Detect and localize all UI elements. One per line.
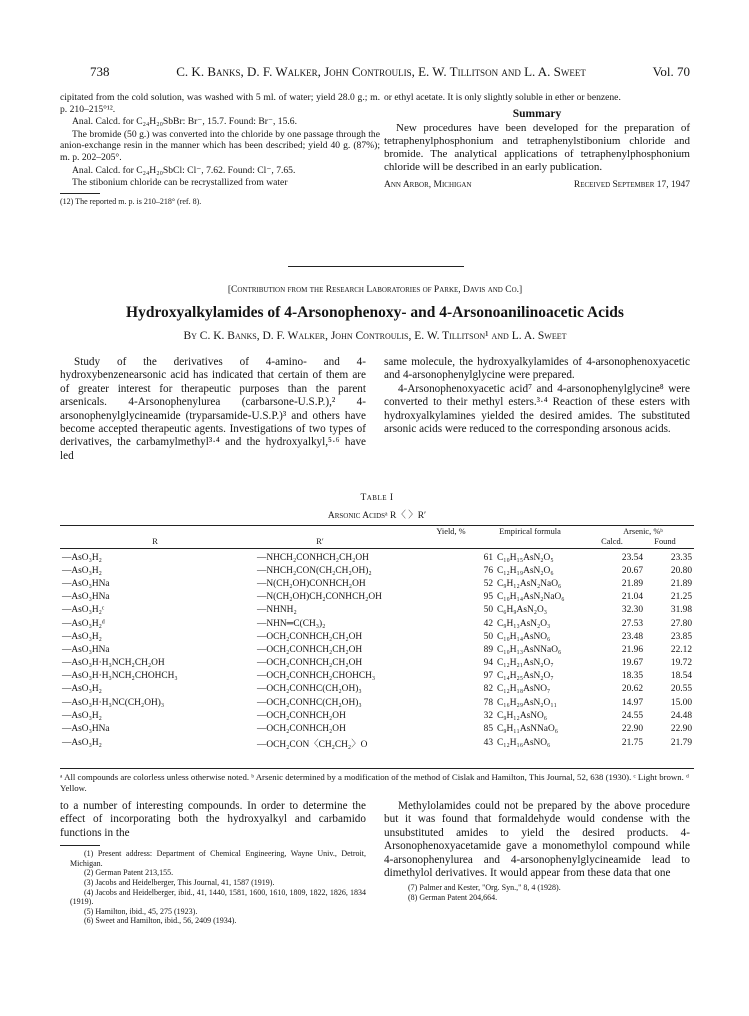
cell-r: —AsO₃H·H₃NCH₂CH₂OH <box>62 658 165 669</box>
contribution-line: [Contribution from the Research Laboratories of Parke, Davis and Co.] <box>227 285 523 295</box>
cell-found: 23.35 <box>670 552 692 563</box>
cell-found: 15.00 <box>670 697 692 708</box>
table-rule-top <box>60 525 694 526</box>
cell-formula: C₁₂H₁₈AsNO₇ <box>497 684 551 695</box>
cell-calcd: 22.90 <box>621 724 643 735</box>
received-date: Received September 17, 1947 <box>573 180 690 191</box>
prev-paragraph: The stibonium chloride can be recrystallized from water <box>72 177 288 189</box>
cell-found: 27.80 <box>670 618 692 629</box>
page-number: 738 <box>90 64 110 79</box>
body-left <box>60 800 366 926</box>
cell-formula: C₉H₁₃AsN₂O₃ <box>497 618 551 629</box>
table-row <box>60 696 694 709</box>
cell-yield: 52 <box>483 578 493 589</box>
cell-found: 21.25 <box>670 592 692 603</box>
table-row <box>60 670 694 683</box>
intro-paragraph: 4-Arsonophenoxyacetic acid⁷ and 4-arsonophenylglycine⁸ were converted to their methyl esters.³·⁴ Reaction of these esters with hydroxyalkylamines yielded the desired amides. The substituted arsonic acids were reduced to the corresponding arsonous acids. <box>384 382 690 436</box>
running-header <box>90 64 690 80</box>
table-row <box>60 657 694 670</box>
cell-r: —AsO₃H₂ <box>62 631 102 642</box>
cell-formula: C₉H₁₁AsNNaO₆ <box>497 724 558 735</box>
table-row <box>60 604 694 617</box>
cell-found: 20.55 <box>670 684 692 695</box>
byline: By C. K. Banks, D. F. Walker, John Controulis, E. W. Tillitson¹ and L. A. Sweet <box>183 330 567 342</box>
table-row <box>60 643 694 656</box>
cell-found: 20.80 <box>670 565 692 576</box>
cell-yield: 95 <box>483 592 493 603</box>
prev-anal: Anal. Calcd. for C₂₄H₂₀SbCl: Cl⁻, 7.62. Found: Cl⁻, 7.65. <box>72 164 296 176</box>
cell-calcd: 23.48 <box>621 631 643 642</box>
article-separator <box>288 266 464 267</box>
cell-yield: 76 <box>483 565 493 576</box>
cell-yield: 50 <box>483 631 493 642</box>
cell-rprime: —OCH₂CONHCH₂CHOHCH₃ <box>257 671 376 682</box>
col-header-found: Found <box>654 537 676 546</box>
cell-calcd: 21.04 <box>621 592 643 603</box>
cell-rprime: —NHCH₂CON(CH₂CH₂OH)₂ <box>257 565 372 576</box>
cell-r: —AsO₃H₂ <box>62 565 102 576</box>
cell-r: —AsO₃H₂ <box>62 737 102 748</box>
received-line <box>384 180 690 192</box>
cell-r: —AsO₃H₂ᶜ <box>62 605 105 616</box>
cell-calcd: 20.62 <box>621 684 643 695</box>
cell-yield: 94 <box>483 658 493 669</box>
footnote: (8) German Patent 204,664. <box>408 893 498 903</box>
footnote: (1) Present address: Department of Chemical Engineering, Wayne Univ., Detroit, Michigan. <box>70 849 366 868</box>
cell-formula: C₉H₁₂AsNO₆ <box>497 710 548 721</box>
cell-rprime: —OCH₂CONHCH₂OH <box>257 724 346 735</box>
footnote: (5) Hamilton, ibid., 45, 275 (1923). <box>84 906 198 916</box>
body-paragraph: to a number of interesting compounds. In order to determine the effect of incorporating both the hydroxyalkyl and carbamido functions in the <box>60 800 366 839</box>
table-rule-bottom <box>60 768 694 769</box>
cell-rprime: —OCH₂CONHCH₂CH₂OH <box>257 644 363 655</box>
prev-continuation: or ethyl acetate. It is only slightly soluble in ether or benzene. <box>384 92 621 103</box>
cell-formula: C₁₆H₂₉AsN₂O₁₁ <box>497 697 557 708</box>
cell-formula: C₁₂H₂₁AsN₂O₇ <box>497 658 554 669</box>
cell-yield: 78 <box>483 697 493 708</box>
cell-calcd: 23.54 <box>621 552 643 563</box>
cell-rprime: —NHCH₂CONHCH₂CH₂OH <box>257 552 369 563</box>
intro-right <box>384 356 690 436</box>
prev-article-right <box>384 92 690 192</box>
table-row <box>60 683 694 696</box>
footnotes-right <box>384 883 690 902</box>
cell-found: 24.48 <box>670 710 692 721</box>
cell-yield: 85 <box>483 724 493 735</box>
cell-calcd: 27.53 <box>621 618 643 629</box>
footnote-rule <box>60 193 100 194</box>
cell-formula: C₆H₉AsN₂O₃ <box>497 605 548 616</box>
cell-yield: 42 <box>483 618 493 629</box>
cell-yield: 97 <box>483 671 493 682</box>
table-row <box>60 551 694 564</box>
footnote: (6) Sweet and Hamilton, ibid., 56, 2409 (1934). <box>84 916 237 926</box>
cell-r: —AsO₃H·H₃NC(CH₂OH)₃ <box>62 697 165 708</box>
cell-r: —AsO₃H₂ <box>62 552 102 563</box>
cell-yield: 50 <box>483 605 493 616</box>
cell-rprime: —OCH₂CONHCH₂CH₂OH <box>257 631 363 642</box>
cell-yield: 89 <box>483 644 493 655</box>
summary-text: New procedures have been developed for the preparation of tetraphenylphosphonium and tetraphenylstibonium chloride and bromide. The analytical applications of tetraphenylphosphonium chloride will be described in an early publication. <box>384 122 690 174</box>
col-header-yield: Yield, % <box>436 527 466 536</box>
prev-paragraph: cipitated from the cold solution, was washed with 5 ml. of water; yield 28.0 g.; m. p. 210–215°¹². <box>60 92 380 115</box>
cell-r: —AsO₃H₂ <box>62 710 102 721</box>
table-row <box>60 564 694 577</box>
cell-r: —AsO₃HNa <box>62 578 110 589</box>
volume: Vol. 70 <box>652 64 690 79</box>
cell-formula: C₁₀H₁₄AsN₂NaO₆ <box>497 592 565 603</box>
table-row <box>60 722 694 735</box>
cell-found: 31.98 <box>670 605 692 616</box>
cell-calcd: 14.97 <box>621 697 643 708</box>
intro-left <box>60 356 366 463</box>
header-authors: C. K. Banks, D. F. Walker, John Controulis, E. W. Tillitson and L. A. Sweet <box>176 64 586 79</box>
cell-calcd: 20.67 <box>621 565 643 576</box>
cell-found: 18.54 <box>670 671 692 682</box>
cell-found: 21.79 <box>670 737 692 748</box>
prev-anal: Anal. Calcd. for C₂₄H₂₀SbBr: Br⁻, 15.7. Found: Br⁻, 15.6. <box>72 116 297 128</box>
cell-formula: C₁₂H₁₉AsN₂O₆ <box>497 565 554 576</box>
cell-rprime: —OCH₂CON〈CH₂CH₂〉O <box>257 739 368 750</box>
body-right <box>384 800 690 903</box>
table-title: Table I <box>360 493 394 503</box>
data-table <box>60 551 694 750</box>
cell-rprime: —N(CH₂OH)CH₂CONHCH₂OH <box>257 592 382 603</box>
table-row <box>60 630 694 643</box>
cell-yield: 32 <box>483 710 493 721</box>
col-header-rprime: R′ <box>316 537 324 546</box>
cell-rprime: —OCH₂CONHC(CH₂OH)₃ <box>257 684 362 695</box>
cell-formula: C₁₀H₁₅AsN₂O₅ <box>497 552 554 563</box>
place: Ann Arbor, Michigan <box>384 180 472 191</box>
cell-found: 22.12 <box>670 644 692 655</box>
footnote: (4) Jacobs and Heidelberger, ibid., 41, 1440, 1581, 1600, 1610, 1809, 1822, 1826, 1834 (1919). <box>70 887 366 907</box>
cell-calcd: 21.96 <box>621 644 643 655</box>
cell-r: —AsO₃HNa <box>62 724 110 735</box>
cell-found: 21.89 <box>670 578 692 589</box>
cell-calcd: 18.35 <box>621 671 643 682</box>
cell-r: —AsO₃H₂ᵈ <box>62 618 105 629</box>
cell-formula: C₁₄H₂₅AsN₂O₇ <box>497 671 554 682</box>
intro-paragraph: Study of the derivatives of 4-amino- and 4-hydroxybenzenearsonic acid has indicated that certain of them are of greater interest for therapeutic purposes than the parent arsenicals. 4-Arsonophenylurea (carbarsone-U.S.P.),² 4-arsonophenylglycineamide (tryparsamide-U.S.P.)³ and others have become accepted therapeutic agents. Investigations of two types of derivatives, the carbamylmethyl³·⁴ and the hydroxyalkyl,⁵·⁶ have led <box>60 356 366 462</box>
prev-article-left <box>60 92 380 207</box>
cell-r: —AsO₃H₂ <box>62 684 102 695</box>
cell-rprime: —N(CH₂OH)CONHCH₂OH <box>257 578 366 589</box>
col-header-arsenic: Arsenic, %ᵇ <box>623 527 663 536</box>
cell-rprime: —NHN═C(CH₃)₂ <box>257 618 326 629</box>
body-paragraph: Methylolamides could not be prepared by the above procedure but it was found that formaldehyde would condense with the unsubstituted amides to yield the desired products. 4-Arsonophenoxyacetamide gave a monomethylol compound while 4-arsonophenylurea and 4-arsonophenylglycineamide lead to dimethylol derivatives. It would appear from these data that one <box>384 800 690 880</box>
cell-rprime: —OCH₂CONHCH₂CH₂OH <box>257 658 363 669</box>
cell-calcd: 21.75 <box>621 737 643 748</box>
table-rule-head <box>60 548 694 549</box>
cell-calcd: 32.30 <box>621 605 643 616</box>
table-row <box>60 617 694 630</box>
cell-yield: 82 <box>483 684 493 695</box>
cell-rprime: —NHNH₂ <box>257 605 297 616</box>
table-row <box>60 736 694 750</box>
cell-r: —AsO₃HNa <box>62 592 110 603</box>
col-header-calcd: Calcd. <box>601 537 623 546</box>
table-row <box>60 577 694 590</box>
cell-found: 23.85 <box>670 631 692 642</box>
cell-yield: 61 <box>483 552 493 563</box>
cell-r: —AsO₃HNa <box>62 644 110 655</box>
footnotes-left <box>60 849 366 926</box>
footnote: (7) Palmer and Kester, "Org. Syn.," 8, 4 (1928). <box>408 883 561 893</box>
cell-formula: C₁₀H₁₃AsNNaO₆ <box>497 644 562 655</box>
col-header-formula: Empirical formula <box>499 527 561 536</box>
cell-calcd: 21.89 <box>621 578 643 589</box>
cell-formula: C₁₀H₁₄AsNO₆ <box>497 631 551 642</box>
footnote: (3) Jacobs and Heidelberger, This Journal, 41, 1587 (1919). <box>84 878 275 887</box>
cell-found: 22.90 <box>670 724 692 735</box>
table-row <box>60 709 694 722</box>
cell-formula: C₉H₁₂AsN₂NaO₆ <box>497 578 562 589</box>
intro-paragraph: same molecule, the hydroxyalkylamides of 4-arsonophenoxyacetic and 4-arsonophenylglycine were prepared. <box>384 356 690 382</box>
prev-footnote: (12) The reported m. p. is 210–218° (ref. 8). <box>60 196 202 206</box>
summary-heading: Summary <box>512 107 562 120</box>
article-title: Hydroxyalkylamides of 4-Arsonophenoxy- and 4-Arsonoanilinoacetic Acids <box>126 304 624 321</box>
cell-rprime: —OCH₂CONHC(CH₂OH)₃ <box>257 697 362 708</box>
cell-calcd: 19.67 <box>621 658 643 669</box>
table-footnote: ᵃ All compounds are colorless unless otherwise noted. ᵇ Arsenic determined by a modification of the method of Cislak and Hamilton, This Journal, 52, 638 (1930). ᶜ Light brown. ᵈ Yellow. <box>60 772 689 793</box>
table-row <box>60 591 694 604</box>
col-header-r: R <box>152 537 158 546</box>
cell-r: —AsO₃H·H₃NCH₂CHOHCH₃ <box>62 671 178 682</box>
cell-found: 19.72 <box>670 658 692 669</box>
cell-yield: 43 <box>483 737 493 748</box>
footnote-rule <box>60 845 100 846</box>
cell-formula: C₁₂H₁₆AsNO₆ <box>497 737 551 748</box>
table-structure: Arsonic Acidsᵃ R〈 〉R′ <box>327 511 427 521</box>
cell-rprime: —OCH₂CONHCH₂OH <box>257 710 346 721</box>
footnote: (2) German Patent 213,155. <box>84 868 174 878</box>
cell-calcd: 24.55 <box>621 710 643 721</box>
prev-paragraph: The bromide (50 g.) was converted into the chloride by one passage through the anion-exchange resin in the manner which has been described; yield 40 g. (87%); m. p. 202–205°. <box>60 128 380 163</box>
